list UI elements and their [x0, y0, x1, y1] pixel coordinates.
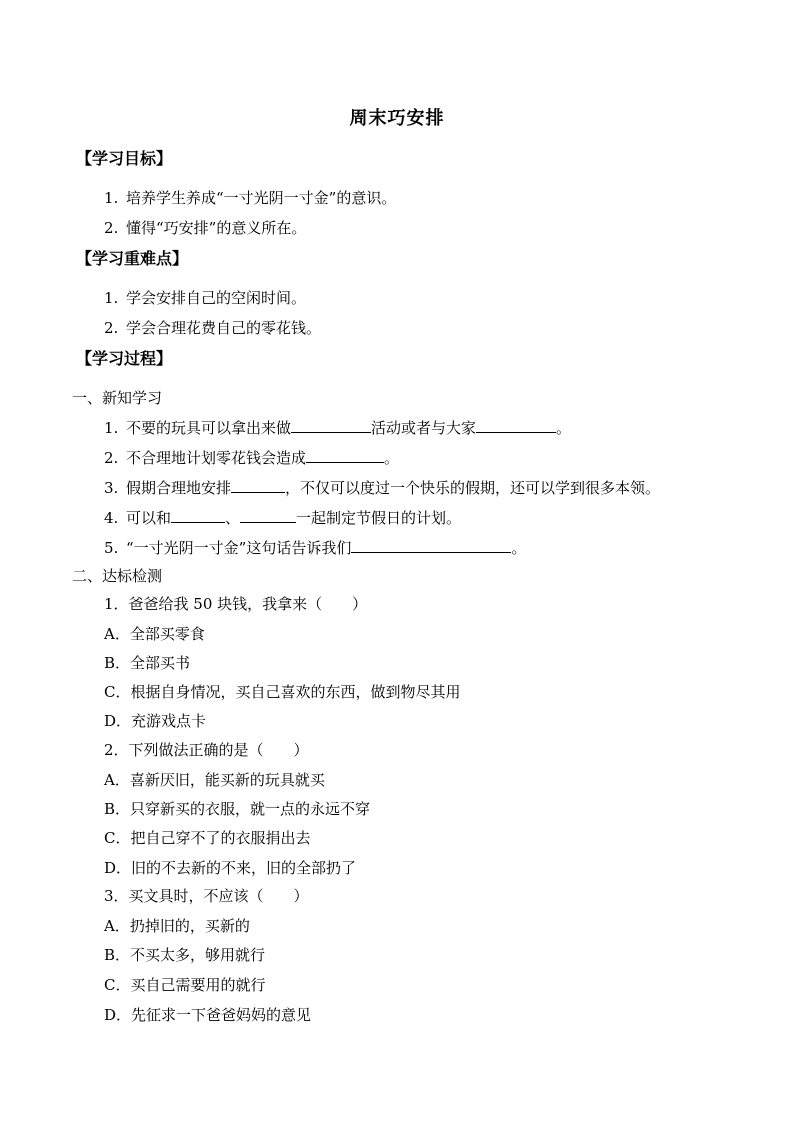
- question-text: 。: [384, 449, 400, 467]
- part1-title: 一、新知学习: [72, 389, 163, 407]
- fill-question-3: [104, 478, 660, 498]
- fill-question-1: [104, 418, 571, 438]
- part2-title: 二、达标检测: [72, 567, 163, 585]
- keypoint-item-text: 学会合理花费自己的零花钱。: [126, 319, 322, 337]
- choice-question-stem: 1．爸爸给我 50 块钱，我拿来（ ）: [104, 595, 368, 613]
- goal-item-2: [104, 218, 306, 238]
- question-number: 3.: [104, 479, 119, 497]
- question-text: 、: [225, 509, 241, 527]
- question-number: 5.: [104, 539, 119, 557]
- answer-blank[interactable]: [231, 478, 285, 493]
- choice-question-stem: 2．下列做法正确的是（ ）: [104, 741, 309, 759]
- choice-option-c[interactable]: C．把自己穿不了的衣服捐出去: [104, 829, 311, 847]
- answer-blank[interactable]: [171, 508, 225, 523]
- choice-option-d[interactable]: D．先征求一下爸爸妈妈的意见: [104, 1006, 312, 1024]
- goal-item-1: [104, 188, 396, 208]
- answer-blank[interactable]: [240, 508, 296, 523]
- question-number: 4.: [104, 509, 119, 527]
- goals-heading: 【学习目标】: [76, 149, 173, 168]
- choice-question-stem: 3．买文具时，不应该（ ）: [104, 887, 309, 905]
- question-text: 活动或者与大家: [371, 419, 477, 437]
- question-text: 假期合理地安排: [126, 479, 232, 497]
- keypoint-item-2: [104, 318, 321, 338]
- choice-option-c[interactable]: C．买自己需要用的就行: [104, 976, 266, 994]
- question-text: 不要的玩具可以拿出来做: [126, 419, 292, 437]
- choice-option-b[interactable]: B．全部买书: [104, 654, 191, 672]
- keypoint-item-number: 1.: [104, 289, 119, 307]
- choice-option-b[interactable]: B．只穿新买的衣服，就一点的永远不穿: [104, 800, 371, 818]
- goal-item-text: 培养学生养成“一寸光阴一寸金”的意识。: [126, 189, 397, 207]
- keypoint-item-1: [104, 288, 306, 308]
- question-text: “一寸光阴一寸金”这句话告诉我们: [126, 539, 352, 557]
- question-number: 1.: [104, 419, 119, 437]
- question-text: 。: [556, 419, 572, 437]
- keypoint-item-text: 学会安排自己的空闲时间。: [126, 289, 307, 307]
- answer-blank[interactable]: [476, 418, 556, 433]
- question-number: 2.: [104, 449, 119, 467]
- choice-option-a[interactable]: A．喜新厌旧，能买新的玩具就买: [104, 771, 325, 789]
- question-text: 一起制定节假日的计划。: [296, 509, 462, 527]
- answer-blank[interactable]: [306, 448, 384, 463]
- choice-option-a[interactable]: A．扔掉旧的，买新的: [104, 917, 250, 935]
- answer-blank[interactable]: [291, 418, 371, 433]
- fill-question-4: [104, 508, 461, 528]
- keypoints-heading: 【学习重难点】: [76, 249, 189, 268]
- goal-item-number: 2.: [104, 219, 119, 237]
- question-text: 不合理地计划零花钱会造成: [126, 449, 307, 467]
- fill-question-5: [104, 538, 526, 558]
- question-text: 。: [511, 539, 527, 557]
- question-text: 可以和: [126, 509, 172, 527]
- choice-option-d[interactable]: D．充游戏点卡: [104, 712, 207, 730]
- choice-option-d[interactable]: D．旧的不去新的不来，旧的全部扔了: [104, 859, 357, 877]
- process-heading: 【学习过程】: [76, 349, 173, 368]
- goal-item-number: 1.: [104, 189, 119, 207]
- fill-question-2: [104, 448, 399, 468]
- goal-item-text: 懂得“巧安排”的意义所在。: [126, 219, 307, 237]
- choice-option-c[interactable]: C．根据自身情况，买自己喜欢的东西，做到物尽其用: [104, 683, 461, 701]
- page-title: 周末巧安排: [349, 108, 445, 129]
- question-text: ，不仅可以度过一个快乐的假期，还可以学到很多本领。: [285, 479, 661, 497]
- answer-blank[interactable]: [351, 538, 511, 553]
- choice-option-a[interactable]: A．全部买零食: [104, 625, 205, 643]
- choice-option-b[interactable]: B．不买太多，够用就行: [104, 946, 266, 964]
- keypoint-item-number: 2.: [104, 319, 119, 337]
